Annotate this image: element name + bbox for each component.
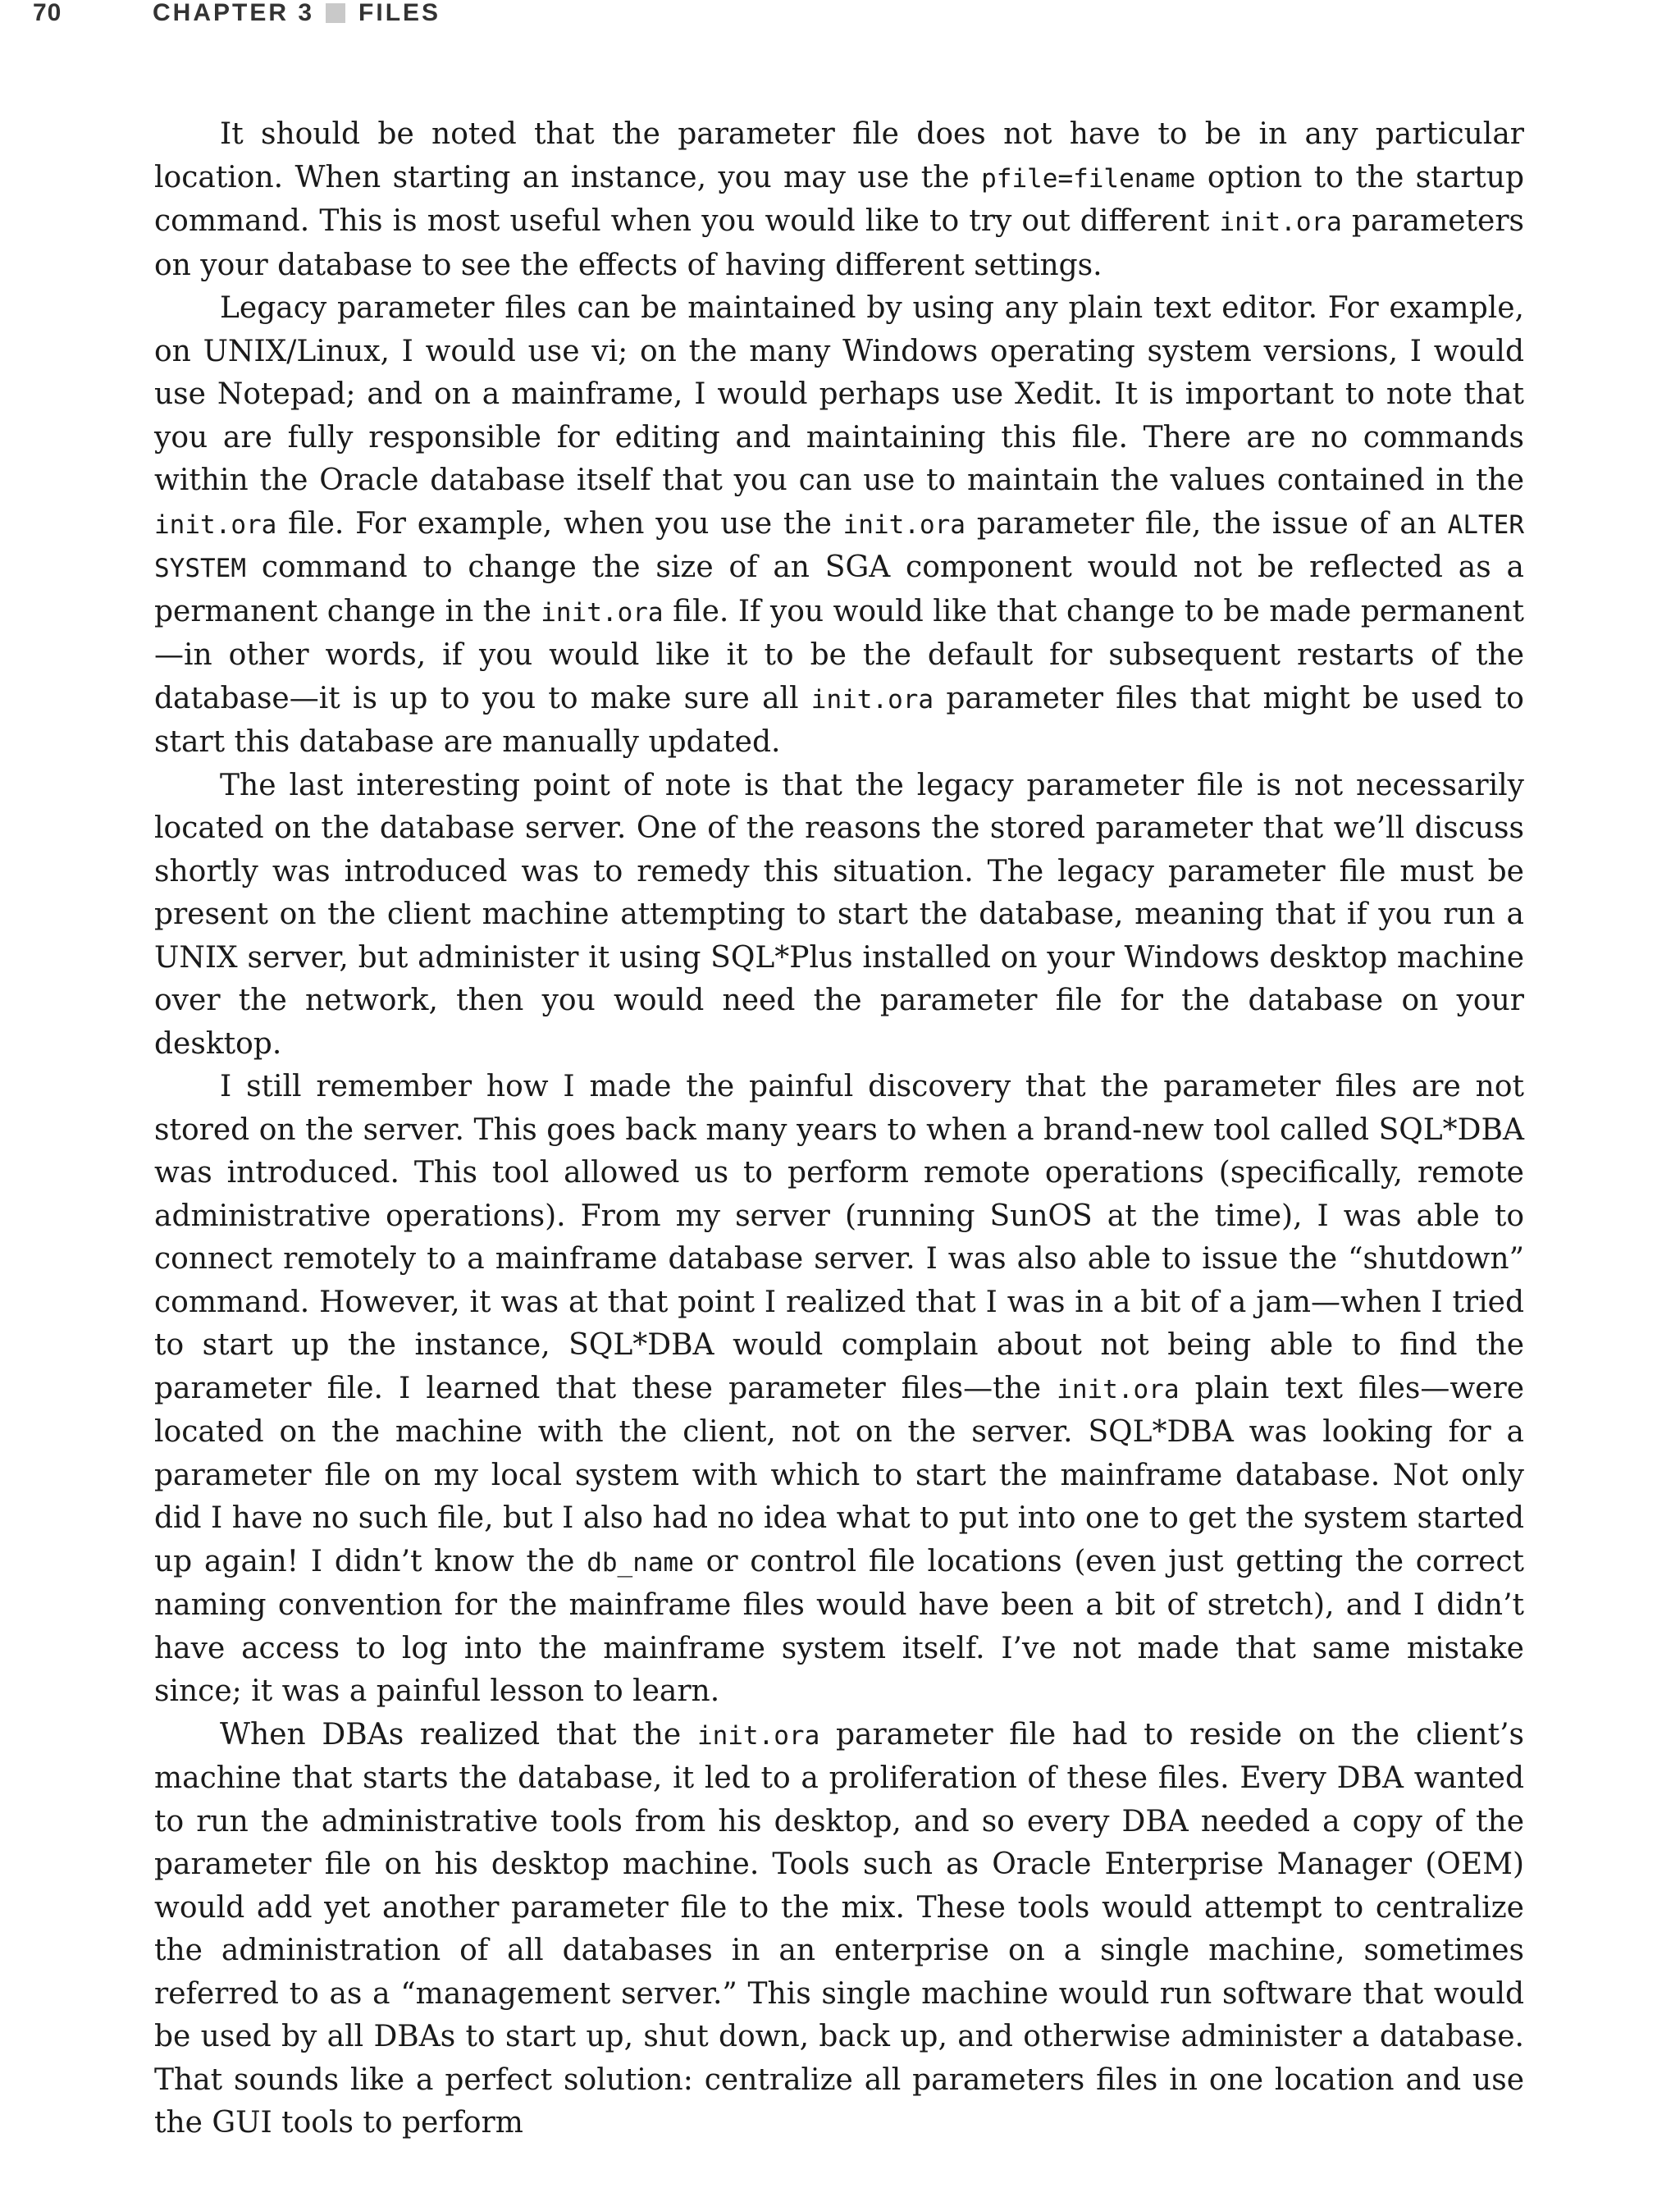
paragraph <box>154 1714 1524 2145</box>
code-text: init.ora <box>154 509 277 540</box>
text-run: Legacy parameter files can be maintained by using any plain text editor. For example, on UNIX/Linux, I would use vi; on the many Windows operating system versions, I would use Notepad; and on a mainframe, I would perhaps use Xedit. It is important to note that you are fully responsible for editing and maintaining this file. There are no commands within the Oracle database itself that you can use to maintain the values contained in the <box>154 291 1524 497</box>
text-run: plain text files—were located on the machine with the client, not on the server. SQL*DBA was looking for a parameter file on my local system with which to start the mainframe database. Not only did I have no such file, but I also had no idea what to put into one to get the system started up again! I didn’t know the <box>154 1371 1525 1578</box>
paragraph <box>154 1066 1524 1714</box>
code-text: pfile=filename <box>981 163 1196 194</box>
page-number: 70 <box>33 0 62 26</box>
text-run: parameter file, the issue of an <box>965 506 1448 541</box>
text-run: The last interesting point of note is that the legacy parameter file is not necessarily located on the database server. One of the reasons the stored parameter that we’ll discuss shortly was introduced was to remedy this situation. The legacy parameter file must be present on the client machine attempting to start the database, meaning that if you run a UNIX server, but administer it using SQL*Plus installed on your Windows desktop machine over the network, then you would need the parameter file for the database on your desktop. <box>154 768 1524 1061</box>
text-run: file. If you would like that change to be made permanent—in other words, if you would like it to be the default for subsequent restarts of the database—it is up to you to make sure all <box>154 594 1524 715</box>
text-run: When DBAs realized that the <box>220 1717 697 1752</box>
body-text <box>154 113 1524 2145</box>
code-text: init.ora <box>1219 208 1342 237</box>
text-run: I still remember how I made the painful discovery that the parameter files are not stored on the server. This goes back many years to when a brand-new tool called SQL*DBA was introduced. This tool allowed us to perform remote operations (specifically, remote administrative operations). From my server (running SunOS at the time), I was able to connect remotely to a mainframe database server. I was also able to issue the “shutdown” command. However, it was at that point I realized that I was in a bit of a jam—when I tried to start up the instance, SQL*DBA would complain about not being able to find the parameter file. I learned that these parameter files—the <box>154 1070 1524 1405</box>
text-run: option to the startup command. This is most useful when you would like to try out different <box>154 160 1524 238</box>
code-text: ALTER SYSTEM <box>154 509 1524 583</box>
code-text: init.ora <box>696 1720 820 1751</box>
text-run: or control file locations (even just getting the correct naming convention for the mainframe files would have been a bit of stretch), and I didn’t have access to log into the mainframe system itself. I’ve not made that same mistake since; it was a painful lesson to learn. <box>154 1544 1524 1708</box>
paragraph <box>154 287 1524 765</box>
code-text: init.ora <box>842 509 966 540</box>
text-run: parameters on your database to see the effects of having different settings. <box>154 204 1524 282</box>
text-run: It should be noted that the parameter file does not have to be in any particular location. When starting an instance, you may use the <box>154 117 1524 194</box>
paragraph <box>154 113 1524 287</box>
text-run: parameter file had to reside on the client’s machine that starts the database, it led to a proliferation of these files. Every DBA wanted to run the administrative tools from his desktop, and so every DBA needed a copy of the parameter file on his desktop machine. Tools such as Oracle Enterprise Manager (OEM) would add yet another parameter file to the mix. These tools would attempt to centralize the administration of all databases in an enterprise on a single machine, sometimes referred to as a “management server.” This single machine would run software that would be used by all DBAs to start up, shut down, back up, and otherwise administer a database. That sounds like a perfect solution: centralize all parameters files in one location and use the GUI tools to perform <box>154 1717 1525 2140</box>
code-text: init.ora <box>541 597 664 628</box>
paragraph <box>154 765 1524 1067</box>
code-text: init.ora <box>810 684 934 715</box>
section-label: FILES <box>358 0 441 26</box>
text-run: parameter files that might be used to start this database are manually updated. <box>154 681 1524 759</box>
code-text: db_name <box>587 1547 694 1578</box>
text-run: command to change the size of an SGA component would not be reflected as a permanent change in the <box>154 550 1524 628</box>
code-text: init.ora <box>1057 1374 1180 1405</box>
text-run: file. For example, when you use the <box>276 506 843 541</box>
running-head <box>33 0 441 26</box>
header-separator-square <box>326 3 345 23</box>
chapter-label: CHAPTER 3 <box>153 0 315 26</box>
